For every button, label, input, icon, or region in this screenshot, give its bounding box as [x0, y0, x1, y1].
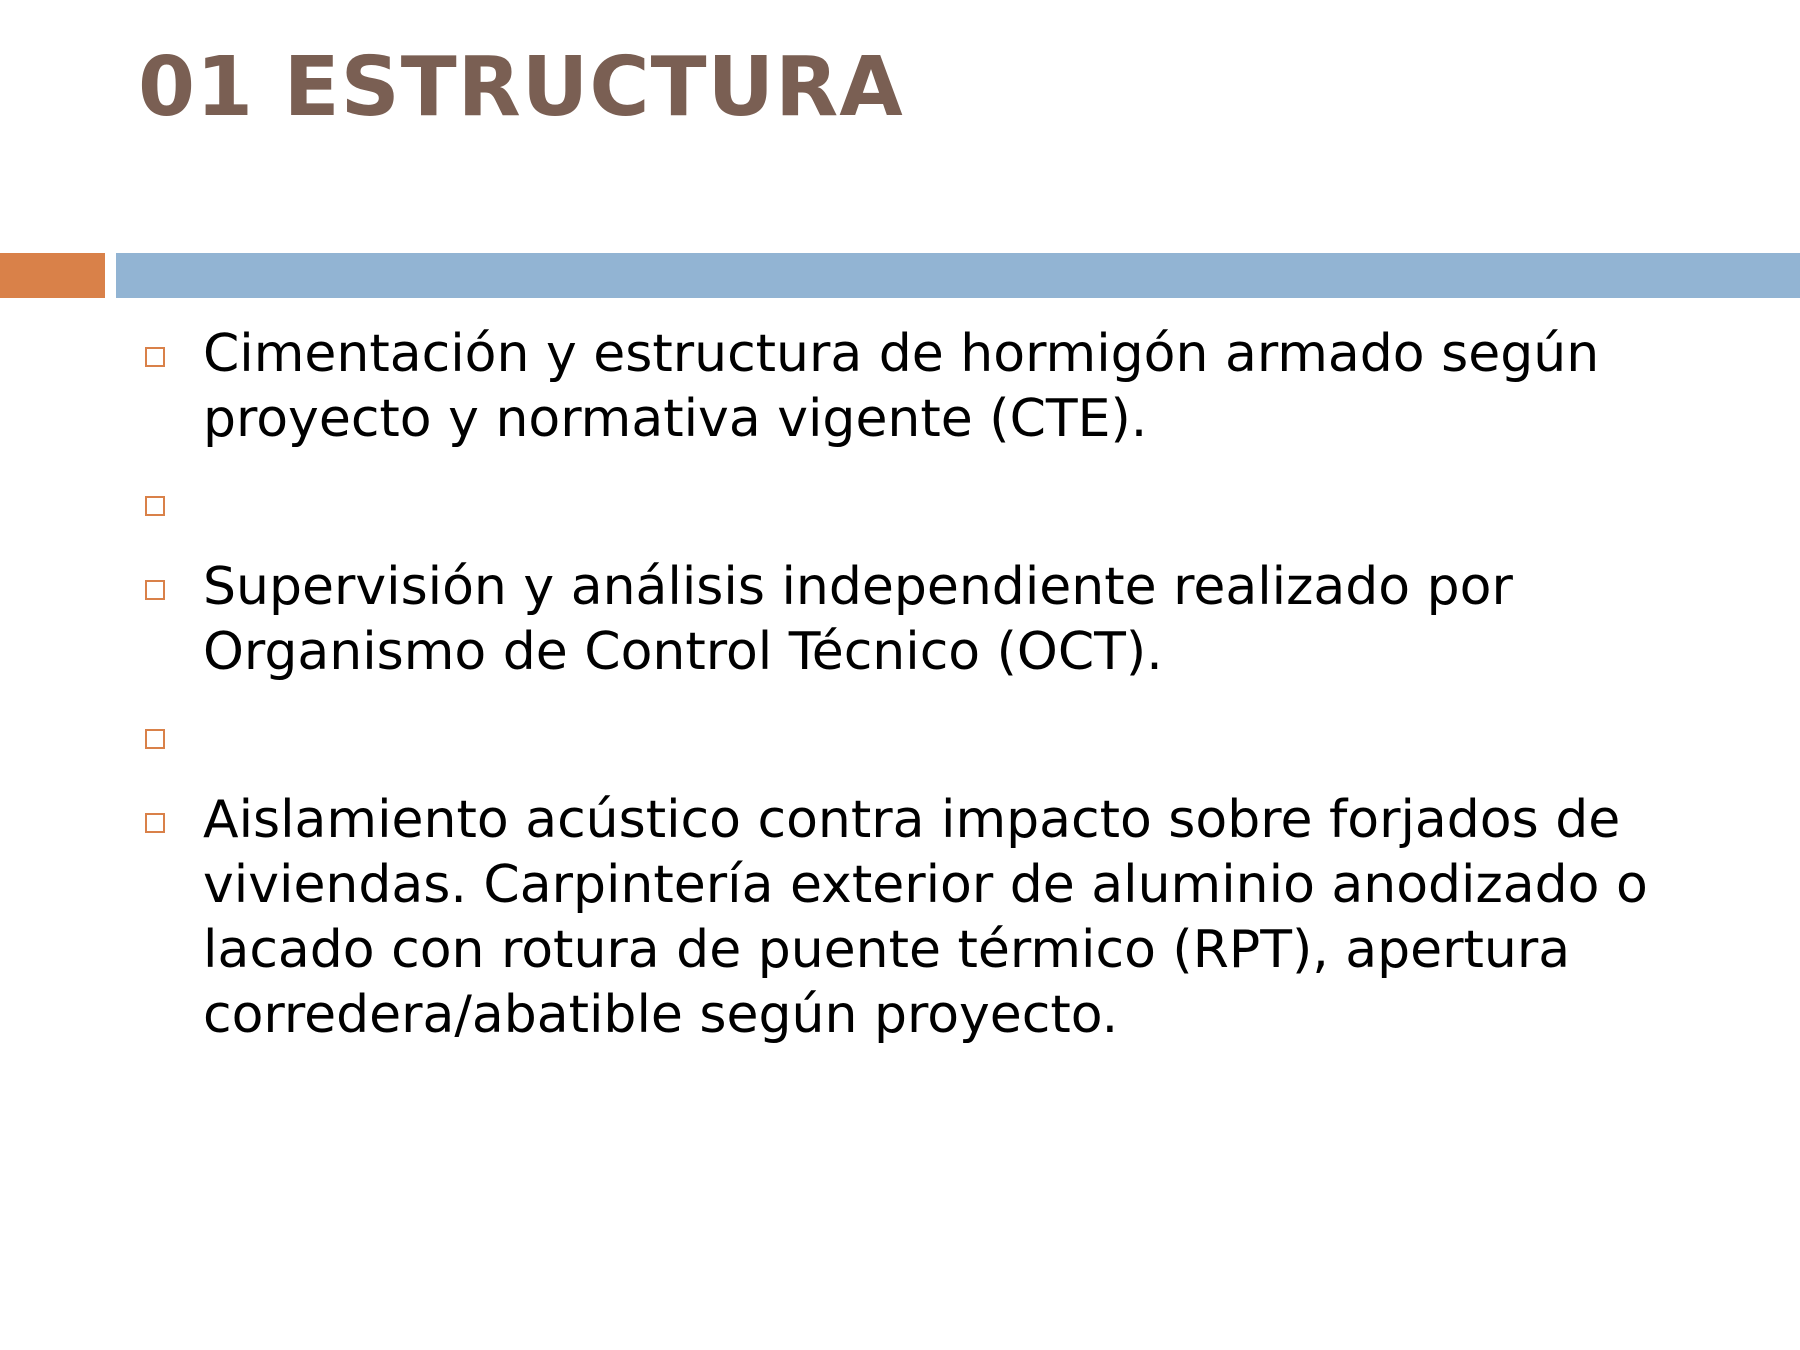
list-item-empty	[140, 704, 1700, 769]
hollow-square-icon	[145, 496, 165, 516]
hollow-square-icon	[145, 813, 165, 833]
header-divider-bar	[116, 253, 1800, 298]
header-accent-bar	[0, 253, 105, 298]
list-item	[140, 788, 1700, 1048]
slide-title: 01 ESTRUCTURA	[138, 40, 904, 135]
list-item-text: Cimentación y estructura de hormigón armado según proyecto y normativa vigente (CTE).	[203, 324, 1600, 449]
list-item-text: Supervisión y análisis independiente realizado por Organismo de Control Técnico (OCT).	[203, 557, 1513, 682]
hollow-square-icon	[145, 347, 165, 367]
list-item-text: Aislamiento acústico contra impacto sobre forjados de viviendas. Carpintería exterior de aluminio anodizado o lacado con rotura de puente térmico (RPT), apertura corredera/abatible según proyecto.	[203, 790, 1648, 1045]
list-item	[140, 555, 1700, 685]
hollow-square-icon	[145, 729, 165, 749]
hollow-square-icon	[145, 580, 165, 600]
bullet-list	[140, 322, 1700, 1048]
list-item-empty	[140, 471, 1700, 536]
list-item	[140, 322, 1700, 452]
